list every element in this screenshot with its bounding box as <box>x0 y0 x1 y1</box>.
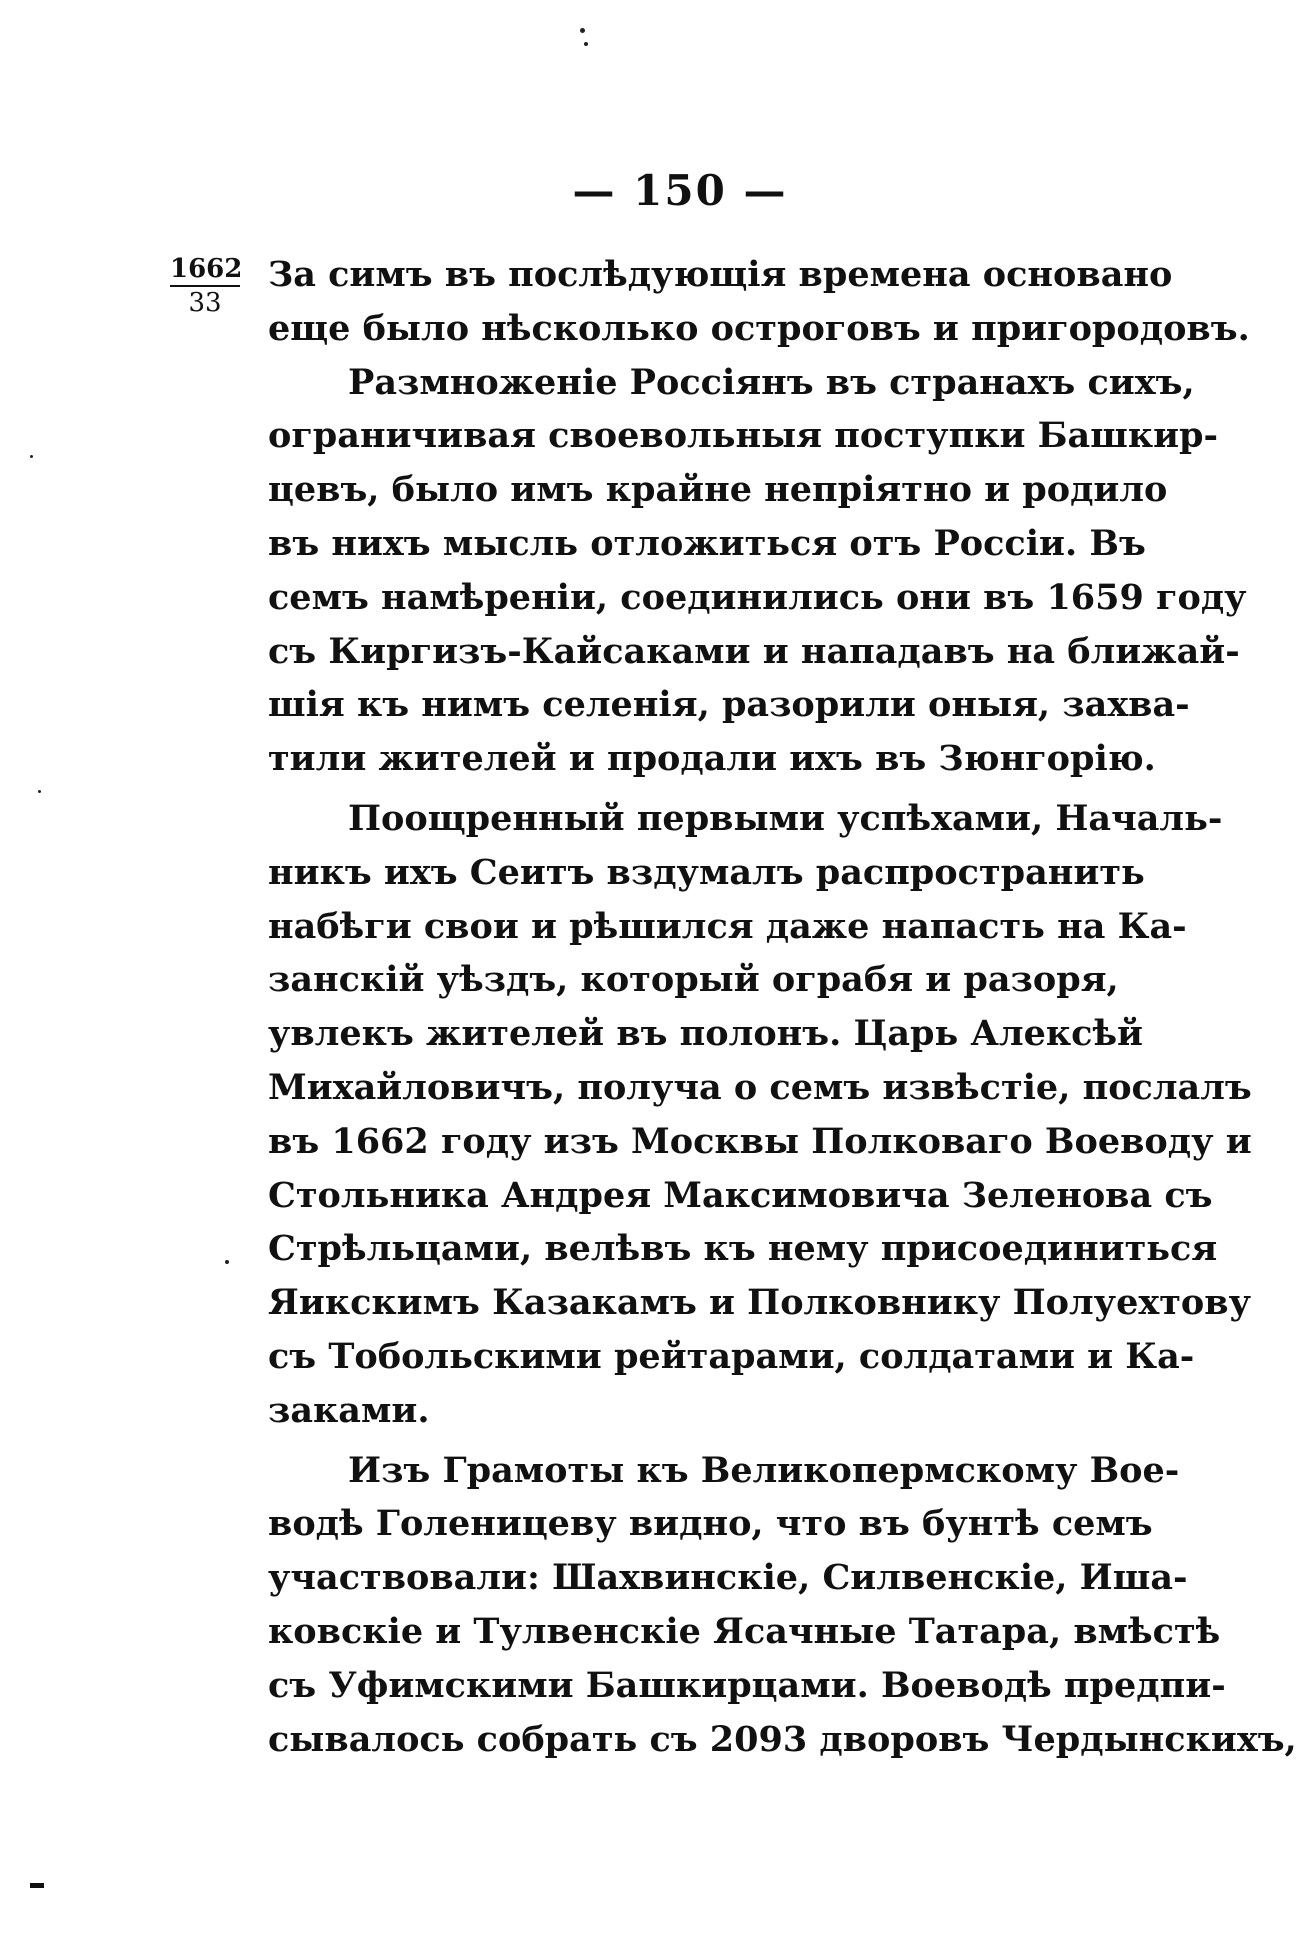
text-line: увлекъ жителей въ полонъ. Царь Алексѣй <box>268 1013 1144 1055</box>
text-line: семъ намѣреніи, соединились они въ 1659 году <box>268 576 1247 618</box>
text-line: водѣ Голеницеву видно, что въ бунтѣ семъ <box>268 1503 1153 1545</box>
marginal-note-top: 1662 <box>170 254 243 284</box>
text-line: въ нихъ мысль отложиться отъ Россіи. Въ <box>268 522 1146 564</box>
text-line: Яикскимъ Казакамъ и Полковнику Полуехтову <box>268 1282 1251 1324</box>
text-line: съ Тобольскими рейтарами, солдатами и Ка- <box>268 1335 1195 1377</box>
scan-speck <box>225 1260 229 1264</box>
text-line: съ Киргизъ-Кайсаками и нападавъ на ближай- <box>268 630 1240 672</box>
text-line: Михайловичъ, получа о семъ извѣстіе, послалъ <box>268 1066 1252 1108</box>
text-line: съ Уфимскими Башкирцами. Воеводѣ предпи- <box>268 1664 1226 1706</box>
scan-speck <box>584 42 588 46</box>
marginal-note-bottom: 33 <box>170 285 240 316</box>
text-line: Поощренный первыми успѣхами, Началь- <box>348 797 1223 839</box>
text-line: ограничивая своевольныя поступки Башкир- <box>268 415 1219 457</box>
scan-speck <box>38 790 41 793</box>
text-line: тили жителей и продали ихъ въ Зюнгорію. <box>268 738 1156 780</box>
text-line: Размноженіе Россіянъ въ странахъ сихъ, <box>348 361 1195 403</box>
text-line: Стольника Андрея Максимовича Зеленова съ <box>268 1174 1213 1216</box>
text-line: сывалось собрать съ 2093 дворовъ Чердынскихъ, <box>268 1718 1297 1760</box>
text-line: ковскіе и Тулвенскіе Ясачные Татара, вмѣстѣ <box>268 1610 1221 1652</box>
body-text <box>268 248 1297 1766</box>
marginal-date-note <box>170 254 243 318</box>
page-number: — 150 — <box>572 166 788 215</box>
text-line: набѣги свои и рѣшился даже напасть на Ка- <box>268 905 1187 947</box>
scan-speck <box>30 455 33 458</box>
text-line: участвовали: Шахвинскіе, Силвенскіе, Иша- <box>268 1557 1188 1599</box>
text-line: За симъ въ послѣдующія времена основано <box>268 254 1173 295</box>
scan-speck <box>580 28 585 33</box>
text-line: занскій уѣздъ, который ограбя и разоря, <box>268 959 1119 1001</box>
text-line: шія къ нимъ селенія, разорили оныя, захва- <box>268 684 1190 726</box>
scan-mark <box>30 1883 44 1888</box>
text-line: еще было нѣсколько остроговъ и пригородовъ. <box>268 307 1250 349</box>
text-line: Стрѣльцами, велѣвъ къ нему присоединиться <box>268 1228 1218 1270</box>
text-line: Изъ Грамоты къ Великопермскому Вое- <box>348 1449 1180 1491</box>
text-line: въ 1662 году изъ Москвы Полковаго Воеводу и <box>268 1120 1252 1162</box>
text-line: никъ ихъ Сеитъ вздумалъ распространить <box>268 851 1145 893</box>
text-line: цевъ, было имъ крайне непріятно и родило <box>268 469 1168 511</box>
text-line: заками. <box>268 1389 430 1431</box>
